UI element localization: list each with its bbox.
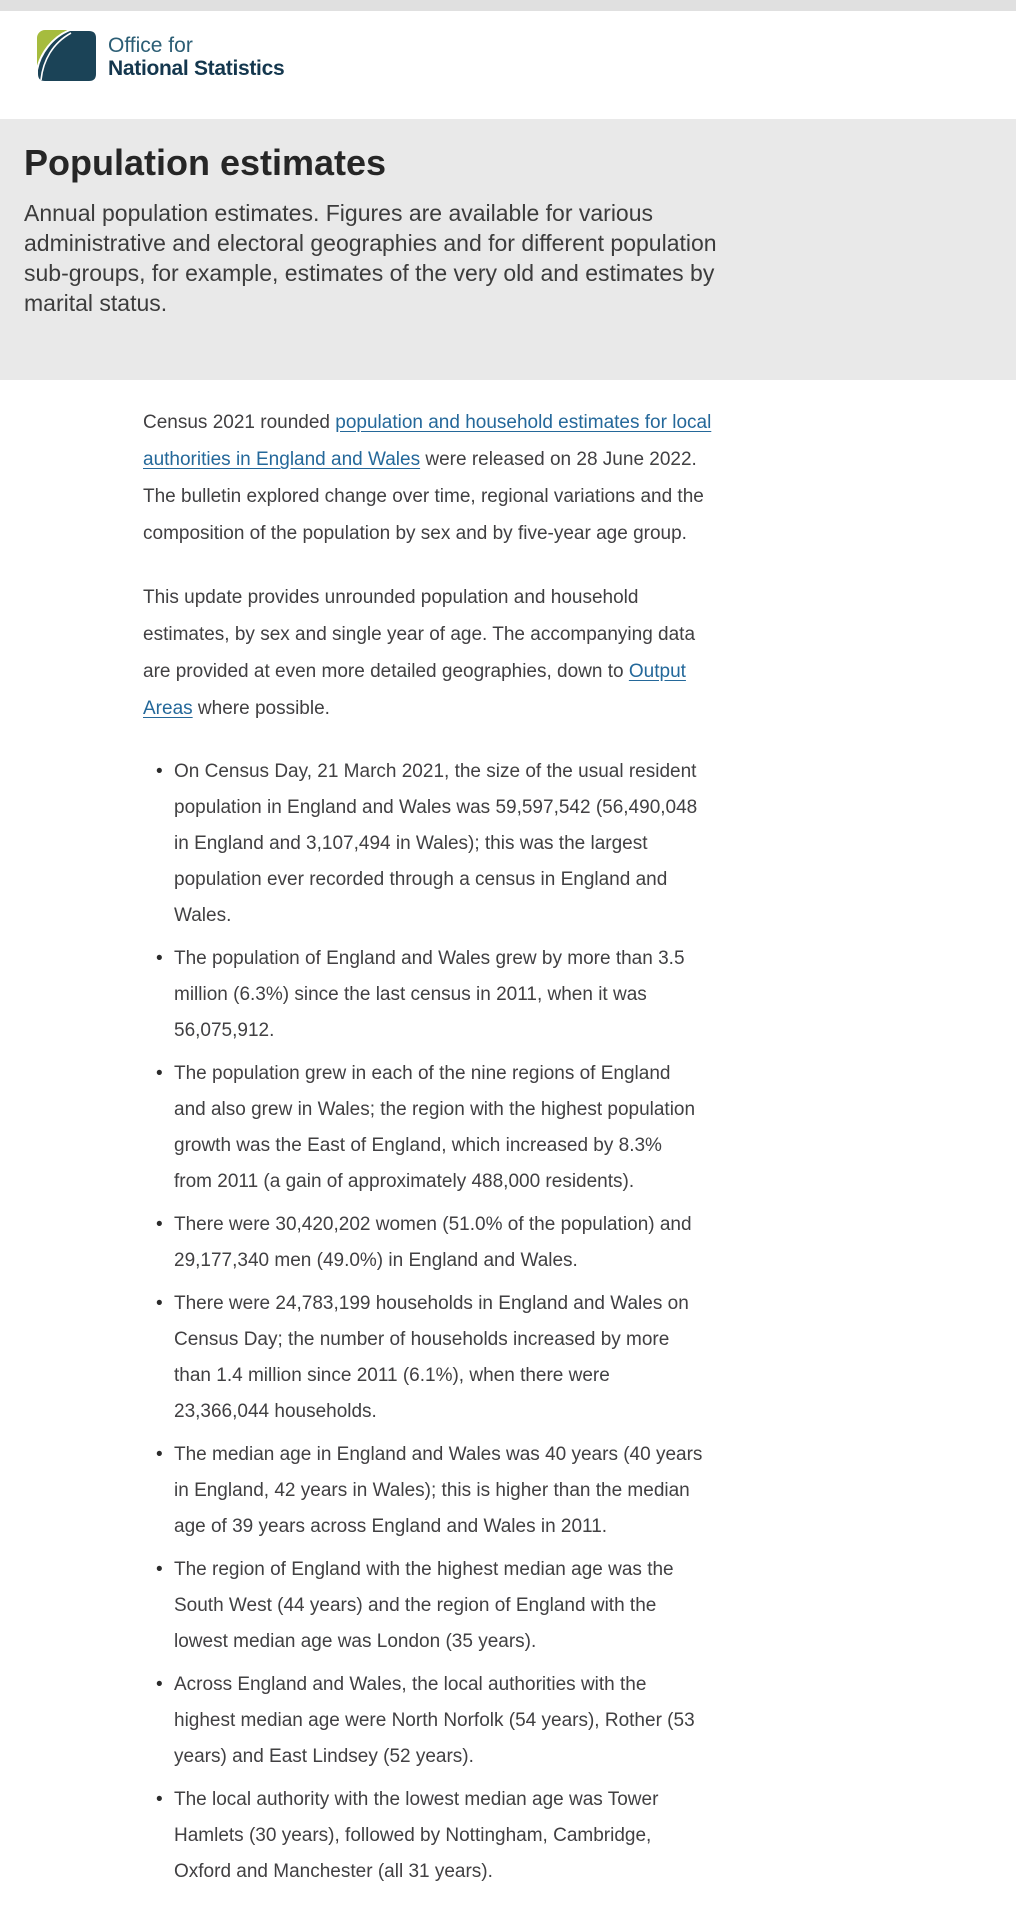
logo-line-2: National Statistics <box>108 56 285 80</box>
page-intro-section <box>0 119 1016 380</box>
ons-logo-icon <box>37 30 97 82</box>
page-title: Population estimates <box>24 142 387 183</box>
list-item: • On Census Day, 21 March 2021, the size of the usual resident population in England and Wales was 59,597,542 (56,490,048 in England and 3,107,494 in Wales); this was the largest population ever recorded through a census in England and Wales. <box>156 754 704 934</box>
local-authorities-estimates-link[interactable]: population and household estimates for local authorities in England and Wales <box>143 412 712 471</box>
intro-paragraphs <box>143 404 1016 727</box>
ons-logo-link[interactable] <box>37 30 1016 82</box>
main-content <box>0 380 1016 1917</box>
list-item: • The population grew in each of the nine regions of England and also grew in Wales; the region with the highest population growth was the East of England, which increased by 8.3% from 2011 (a gain of approximately 488,000 residents). <box>156 1056 704 1200</box>
top-strip <box>0 0 1016 11</box>
list-item: • The local authority with the lowest median age was Tower Hamlets (30 years), followed by Nottingham, Cambridge, Oxford and Manchester (all 31 years). <box>156 1782 704 1890</box>
list-item: • The median age in England and Wales was 40 years (40 years in England, 42 years in Wales); this is higher than the median age of 39 years across England and Wales in 2011. <box>156 1437 704 1545</box>
list-item: • Across England and Wales, the local authorities with the highest median age were North Norfolk (54 years), Rother (53 years) and East Lindsey (52 years). <box>156 1667 704 1775</box>
list-item: • The population of England and Wales grew by more than 3.5 million (6.3%) since the last census in 2011, when it was 56,075,912. <box>156 941 704 1049</box>
paragraph: This update provides unrounded population and household estimates, by sex and single year of age. The accompanying data are provided at even more detailed geographies, down to Output Areas where possible. <box>143 587 696 720</box>
list-item: • There were 30,420,202 women (51.0% of the population) and 29,177,340 men (49.0%) in England and Wales. <box>156 1207 704 1279</box>
key-points-list <box>143 754 1016 1890</box>
paragraph: Census 2021 rounded population and household estimates for local authorities in England and Wales were released on 28 June 2022. The bulletin explored change over time, regional variations and the composition of the population by sex and by five-year age group. <box>143 412 712 545</box>
site-header <box>0 11 1016 119</box>
ons-logo-wordmark <box>108 34 284 82</box>
page-description: Annual population estimates. Figures are available for various administrative and electoral geographies and for different population sub-groups, for example, estimates of the very old and estimates by marital status. <box>24 200 717 317</box>
list-item: • The region of England with the highest median age was the South West (44 years) and the region of England with the lowest median age was London (35 years). <box>156 1552 704 1660</box>
logo-line-1: Office for <box>108 33 193 57</box>
output-areas-link[interactable]: Output Areas <box>143 661 686 720</box>
list-item: • There were 24,783,199 households in England and Wales on Census Day; the number of households increased by more than 1.4 million since 2011 (6.1%), when there were 23,366,044 households. <box>156 1286 704 1430</box>
